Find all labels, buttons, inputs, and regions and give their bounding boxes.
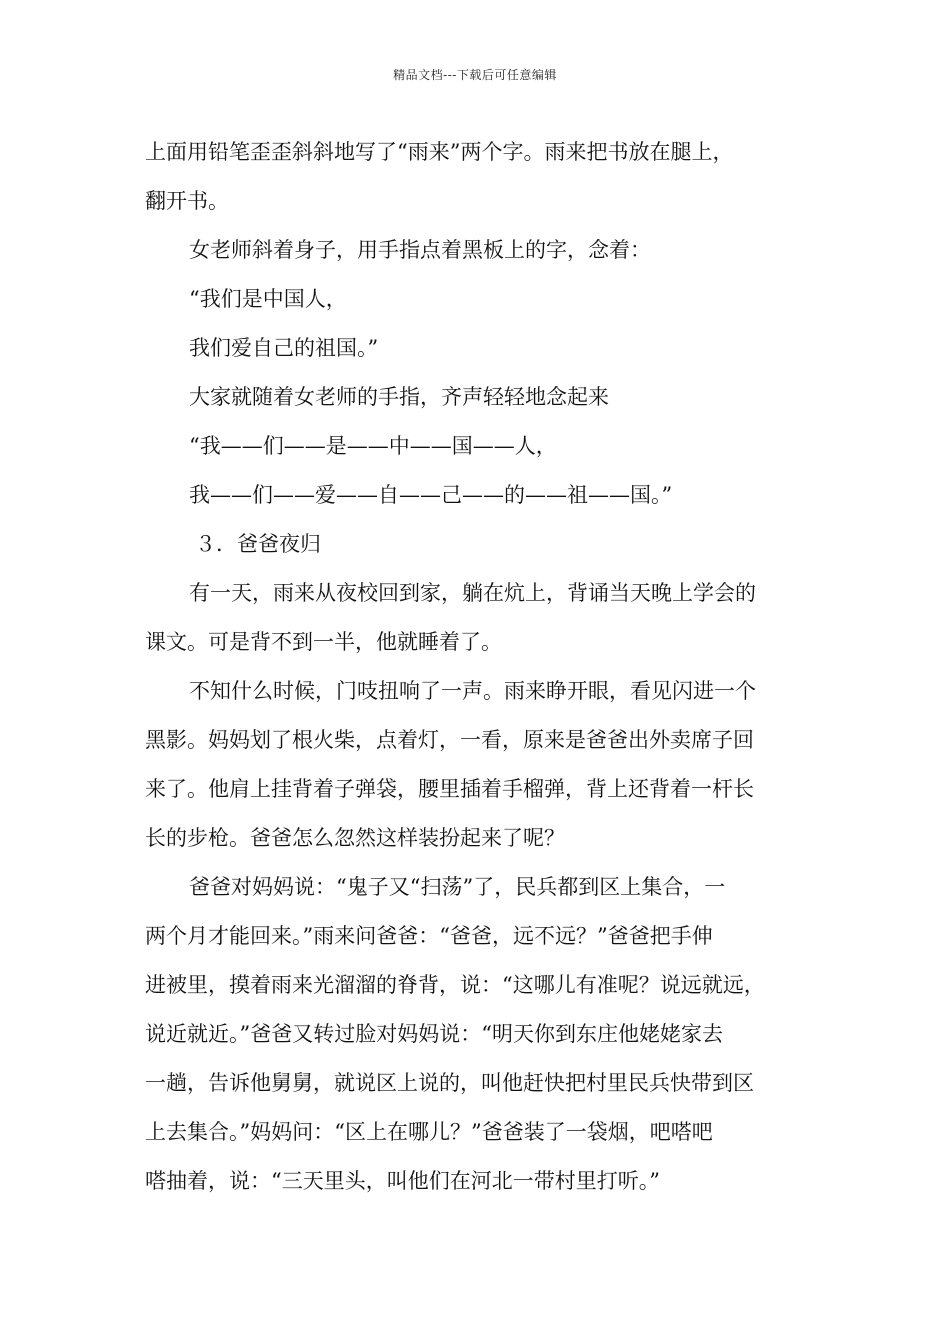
text-line: 不知什么时候，门吱扭响了一声。雨来睁开眼，看见闪进一个 [189,679,756,703]
text-line: 大家就随着女老师的手指，齐声轻轻地念起来 [189,385,609,409]
poem-line: “我——们——是——中——国——人， [189,434,557,458]
text-line: 一趟，告诉他舅舅，就说区上说的，叫他赶快把村里民兵快带到区 [145,1071,754,1095]
poem-line: 我们爱自己的祖国。” [189,336,379,360]
text-line: 翻开书。 [145,189,229,213]
text-line: 有一天，雨来从夜校回到家，躺在炕上，背诵当天晚上学会的 [189,581,756,605]
poem-line: “我们是中国人， [189,287,347,311]
text-line: 上面用铅笔歪歪斜斜地写了“雨来”两个字。雨来把书放在腿上， [145,140,734,164]
text-line: 嗒抽着，说：“三天里头，叫他们在河北一带村里打听。” [145,1169,660,1193]
text-line: 黑影。妈妈划了根火柴，点着灯，一看，原来是爸爸出外卖席子回 [145,728,754,752]
text-line: 上去集合。”妈妈问：“区上在哪儿？”爸爸装了一袋烟，吧嗒吧 [145,1120,713,1144]
text-line: 长的步枪。爸爸怎么忽然这样装扮起来了呢？ [145,826,565,850]
page-header: 精品文档---下载后可任意编辑 [393,68,557,82]
text-line: 两个月才能回来。”雨来问爸爸：“爸爸，远不远？”爸爸把手伸 [145,924,713,948]
text-line: 女老师斜着身子，用手指点着黑板上的字，念着： [189,238,651,262]
text-line: 说近就近。”爸爸又转过脸对妈妈说：“明天你到东庄他姥姥家去 [145,1022,723,1046]
text-line: 进被里，摸着雨来光溜溜的脊背，说：“这哪儿有准呢？说远就远， [145,973,765,997]
text-line: 爸爸对妈妈说：“鬼子又“扫荡”了，民兵都到区上集合，一 [189,875,726,899]
text-line: 课文。可是背不到一半，他就睡着了。 [145,630,502,654]
poem-line: 我——们——爱——自——己——的——祖——国。” [189,483,673,507]
section-heading: ３．爸爸夜归 [195,532,321,556]
text-line: 来了。他肩上挂背着子弹袋，腰里插着手榴弹，背上还背着一杆长 [145,777,754,801]
document-body [145,128,815,1206]
